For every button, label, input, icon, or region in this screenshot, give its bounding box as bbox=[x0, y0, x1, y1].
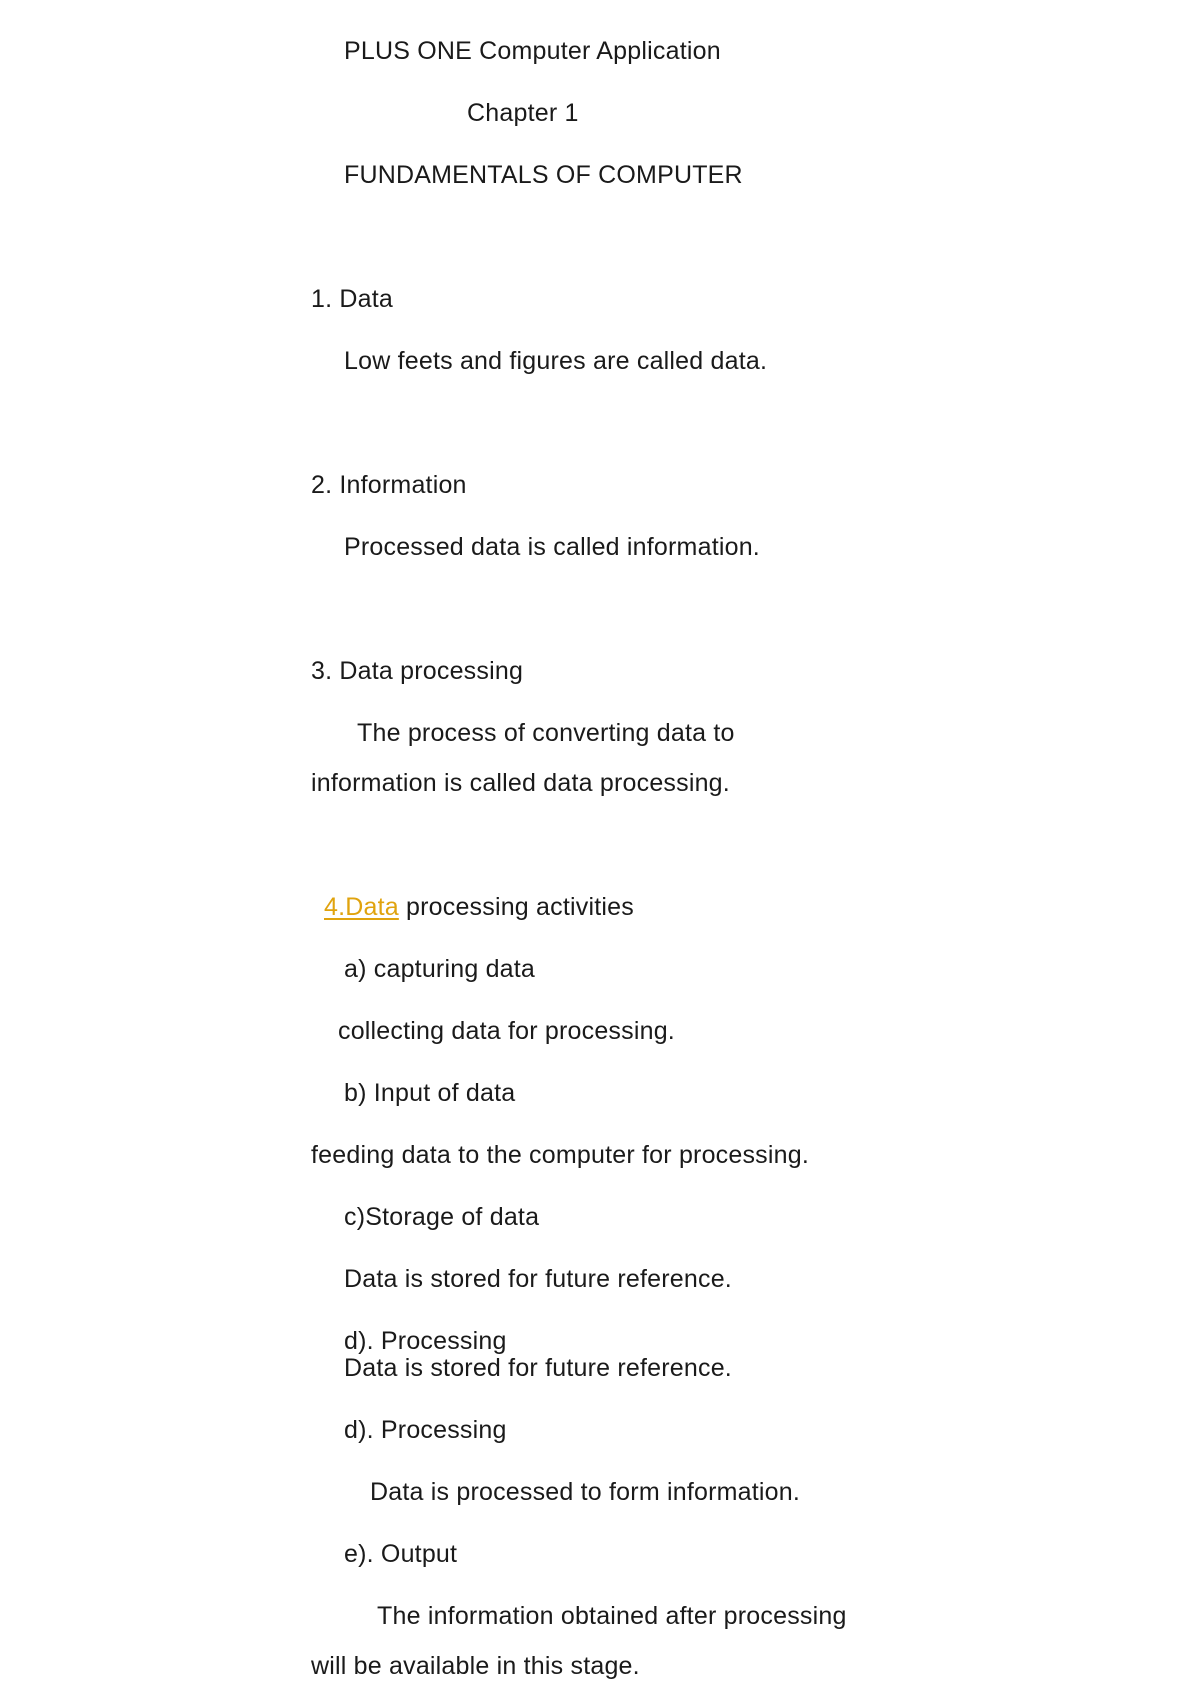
section-heading-information: 2. Information bbox=[311, 471, 467, 499]
activity-body-output-line1: The information obtained after processing bbox=[377, 1602, 847, 1630]
activity-body-storage: Data is stored for future reference. bbox=[344, 1265, 732, 1293]
course-title: PLUS ONE Computer Application bbox=[344, 37, 721, 65]
chapter-number: Chapter 1 bbox=[467, 99, 579, 127]
activity-title-output: e). Output bbox=[344, 1540, 458, 1568]
section-body-data-processing-line2: information is called data processing. bbox=[311, 769, 730, 797]
section-heading-data-processing: 3. Data processing bbox=[311, 657, 524, 685]
activity-body-input: feeding data to the computer for processing. bbox=[311, 1141, 809, 1169]
chapter-title: FUNDAMENTALS OF COMPUTER bbox=[344, 161, 743, 189]
activity-title-processing-overlap: d). Processing bbox=[344, 1327, 507, 1355]
activity-title-capturing: a) capturing data bbox=[344, 955, 536, 983]
section-heading-data: 1. Data bbox=[311, 285, 394, 313]
section-body-information: Processed data is called information. bbox=[344, 533, 760, 561]
section-heading-activities-rest: processing activities bbox=[398, 893, 634, 921]
activity-title-storage: c)Storage of data bbox=[344, 1203, 540, 1231]
section-heading-activities-link[interactable]: 4.Data bbox=[324, 893, 399, 921]
activity-title-processing: d). Processing bbox=[344, 1416, 507, 1444]
activity-body-processing-overlap: Data is stored for future reference. bbox=[344, 1354, 732, 1382]
activity-title-input: b) Input of data bbox=[344, 1079, 516, 1107]
activity-body-capturing: collecting data for processing. bbox=[338, 1017, 675, 1045]
activity-body-processing: Data is processed to form information. bbox=[370, 1478, 800, 1506]
activity-body-output-line2: will be available in this stage. bbox=[311, 1652, 640, 1680]
section-body-data: Low feets and figures are called data. bbox=[344, 347, 768, 375]
section-body-data-processing-line1: The process of converting data to bbox=[357, 719, 735, 747]
section-heading-activities bbox=[324, 892, 634, 922]
